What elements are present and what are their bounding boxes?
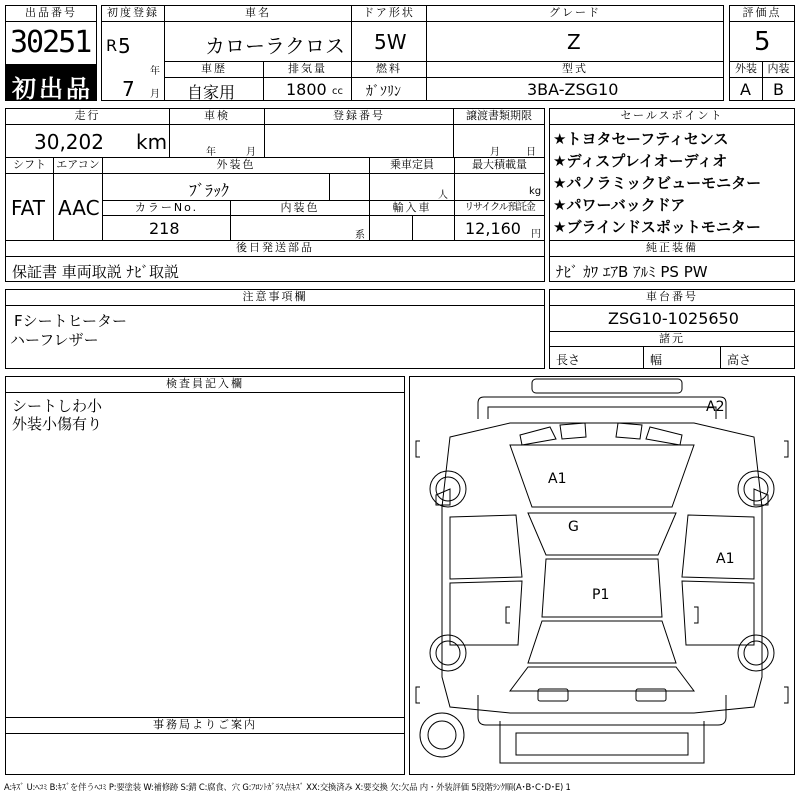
car-name-box — [164, 21, 352, 62]
color-number-box — [102, 215, 231, 241]
max-load-unit: kg — [529, 186, 542, 197]
reg-year: 5 — [118, 34, 131, 58]
spec-label: 諸元 — [549, 331, 795, 347]
door-label: ドア形状 — [351, 5, 427, 22]
later-parts-label: 後日発送部品 — [5, 240, 545, 257]
mileage-unit: km — [136, 130, 168, 154]
car-name-label: 車名 — [164, 5, 352, 22]
car-name: カローラクロス — [205, 34, 345, 58]
transfer-deadline-box — [453, 124, 545, 158]
recycle-unit: 円 — [531, 229, 541, 240]
mark-a1-hood: A1 — [548, 471, 567, 487]
mileage: 30,202 — [34, 130, 104, 154]
shift-box — [5, 173, 54, 241]
inspector-line: 外装小傷有り — [12, 415, 103, 433]
fuel: ｶﾞｿﾘﾝ — [366, 84, 401, 100]
exterior-grade: A — [740, 80, 751, 99]
mileage-box — [5, 124, 170, 158]
era-text: R — [106, 36, 118, 55]
score: 5 — [754, 27, 771, 57]
color-number-label: カラーNo. — [102, 200, 231, 216]
width-box — [643, 346, 721, 369]
exterior-color: ﾌﾞﾗｯｸ — [189, 181, 230, 200]
shift: FAT — [11, 196, 46, 220]
import-box — [369, 215, 455, 241]
interior-color-label: 内装色 — [230, 200, 370, 216]
sales-point: ★ディスプレイオーディオ — [553, 152, 728, 170]
grade-box — [426, 21, 724, 62]
mark-g-windshield: G — [568, 519, 579, 535]
sales-point: ★パノラミックビューモニター — [553, 174, 762, 192]
mark-a1-right: A1 — [716, 551, 735, 567]
displacement: 1800 — [286, 80, 327, 99]
max-load-box — [454, 173, 545, 201]
mark-p1-roof: P1 — [592, 587, 610, 603]
height-label: 高さ — [727, 353, 752, 367]
recycle-box — [454, 215, 545, 241]
inspection-month-unit: 月 — [246, 147, 256, 158]
chassis-number: ZSG10-1025650 — [608, 309, 739, 328]
exterior-color-label: 外装色 — [102, 157, 370, 174]
fuel-label: 燃料 — [351, 61, 427, 78]
first-listing-text: 初出品 — [12, 75, 93, 101]
displacement-unit: cc — [332, 86, 343, 97]
lot-number: 30251 — [10, 25, 91, 60]
interior-color-box — [230, 215, 370, 241]
interior-label: 内装 — [762, 61, 795, 78]
inspector-label: 検査員記入欄 — [5, 376, 405, 393]
sales-points-label: セールスポイント — [549, 108, 795, 125]
inspection-year-unit: 年 — [206, 147, 216, 158]
capacity-label: 乗車定員 — [369, 157, 455, 174]
reg-month: 7 — [122, 77, 135, 101]
equipment-label: 純正装備 — [549, 240, 795, 257]
inspection-label: 車検 — [169, 108, 265, 125]
exterior-color-box — [102, 173, 370, 201]
sales-point: ★ブラインドスポットモニター — [553, 218, 761, 236]
interior-color-unit: 系 — [355, 230, 365, 241]
aircon: AAC — [58, 196, 100, 220]
transfer-month-unit: 月 — [490, 147, 500, 158]
recycle-label: リサイクル預託金 — [454, 200, 545, 216]
interior-grade: B — [773, 80, 784, 99]
capacity-unit: 人 — [438, 190, 448, 201]
interior-box — [762, 77, 795, 101]
score-box — [729, 21, 795, 62]
aircon-box — [53, 173, 103, 241]
note-line: Fシートヒーター — [14, 312, 128, 330]
later-parts: 保証書 車両取説 ﾅﾋﾞ取説 — [12, 263, 180, 281]
first-listing-badge — [5, 65, 97, 101]
equipment-box — [549, 256, 795, 282]
history: 自家用 — [187, 83, 236, 101]
equipment: ﾅﾋﾞ ｶﾜ ｴｱB ｱﾙﾐ PS PW — [556, 263, 708, 281]
color-number: 218 — [149, 219, 180, 238]
exterior-label: 外装 — [729, 61, 763, 78]
mileage-label: 走行 — [5, 108, 170, 125]
capacity-box — [369, 173, 455, 201]
later-parts-box — [5, 256, 545, 282]
history-box — [164, 77, 264, 101]
notes-box — [5, 305, 545, 369]
sales-point: ★トヨタセーフティセンス — [553, 130, 729, 148]
notes-label: 注意事項欄 — [5, 289, 545, 306]
displacement-label: 排気量 — [263, 61, 352, 78]
lot-number-label: 出品番号 — [5, 5, 97, 22]
legend-text: A:ｷｽﾞ U:ﾍｺﾐ B:ｷｽﾞを伴うﾍｺﾐ P:要塗装 W:補修跡 S:錆 C:腐食、穴 G:ﾌﾛﾝﾄｶﾞﾗｽ点ｷｽﾞ XX:交換済み X:要交換 欠:欠品 内・外装評価 5段階ﾗﾝｸ順(A･B･C･D･E) 1 — [4, 782, 571, 792]
registration-number-box — [264, 124, 454, 158]
grade-label: グレード — [426, 5, 724, 22]
import-label: 輸入車 — [369, 200, 455, 216]
model: 3BA-ZSG10 — [527, 80, 619, 99]
max-load-label: 最大積載量 — [454, 157, 545, 174]
door-type: 5W — [374, 30, 407, 54]
transfer-deadline-label: 譲渡書類期限 — [453, 108, 545, 125]
office-label: 事務局よりご案内 — [5, 717, 405, 734]
office-box — [5, 733, 405, 775]
score-label: 評価点 — [729, 5, 795, 22]
displacement-box — [263, 77, 352, 101]
exterior-box — [729, 77, 763, 101]
chassis-box — [549, 305, 795, 332]
inspection-box — [169, 124, 265, 158]
car-diagram-frame — [409, 376, 795, 775]
reg-year-unit: 年 — [150, 66, 160, 77]
sales-points-box — [549, 124, 795, 242]
lot-number-box — [5, 21, 97, 65]
registration-number-label: 登録番号 — [264, 108, 454, 125]
car-diagram — [410, 377, 794, 774]
reg-month-unit: 月 — [150, 89, 160, 100]
inspector-line: シートしわ小 — [12, 397, 103, 415]
sales-point: ★パワーバックドア — [553, 196, 686, 214]
model-box — [426, 77, 724, 101]
model-label: 型式 — [426, 61, 724, 78]
note-line: ハーフレザー — [10, 331, 99, 349]
aircon-label: エアコン — [53, 157, 103, 174]
fuel-box — [351, 77, 427, 101]
door-box — [351, 21, 427, 62]
width-label: 幅 — [650, 353, 663, 367]
grade: Z — [567, 30, 581, 54]
length-box — [549, 346, 644, 369]
chassis-label: 車台番号 — [549, 289, 795, 306]
shift-label: シフト — [5, 157, 54, 174]
length-label: 長さ — [556, 353, 581, 367]
first-registration-label: 初度登録 — [101, 5, 165, 22]
mark-a2: A2 — [706, 399, 725, 415]
inspector-box — [5, 392, 405, 718]
history-label: 車歴 — [164, 61, 264, 78]
transfer-day-unit: 日 — [526, 147, 536, 158]
first-registration-box — [101, 21, 165, 101]
recycle-amount: 12,160 — [465, 219, 521, 238]
height-box — [720, 346, 795, 369]
